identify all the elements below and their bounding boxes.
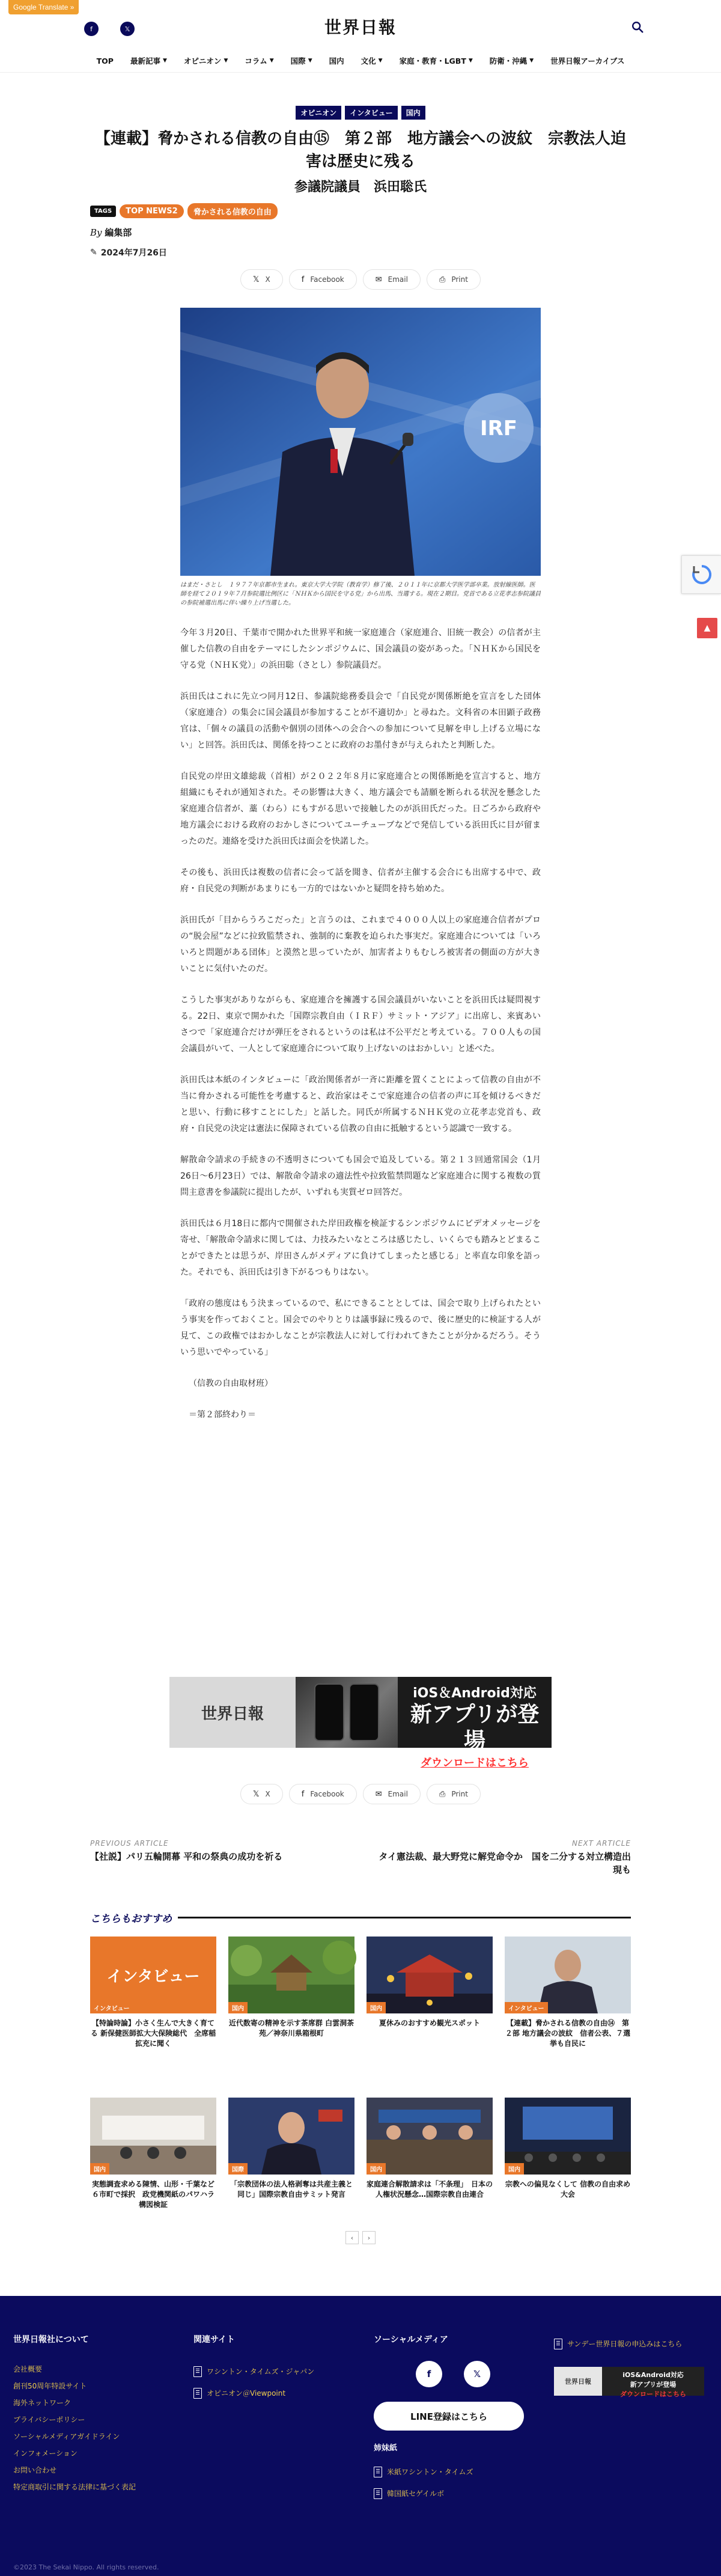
body-paragraph: 解散命令請求の手続きの不透明さについても国会で追及している。第２１３回通常国会（1月26日～6月23日）では、解散命令請求の適法性や拉致監禁問題など家庭連合に関する複数の質問主意書を参議院に提出したが、いずれも実質ゼロ回答だ。 — [180, 1155, 541, 1197]
footer-about-link[interactable]: 特定商取引に関する法律に基づく表記 — [13, 2483, 136, 2491]
chevron-down-icon: ▼ — [308, 58, 312, 64]
site-logo[interactable]: 世界日報 — [324, 17, 397, 37]
chevron-down-icon: ▼ — [378, 58, 383, 64]
nav-item-archives[interactable]: 世界日報アーカイブス — [550, 56, 625, 66]
category-pill[interactable]: インタビュー — [345, 106, 398, 120]
previous-label: PREVIOUS ARTICLE — [90, 1839, 169, 1848]
document-icon — [374, 2467, 382, 2477]
recommended-title[interactable]: 【連載】脅かされる信教の自由⑭ 第２部 地方議会の波紋 信者公表、７選挙も自民に — [505, 2019, 631, 2048]
nav-item-latest[interactable]: 最新記事 ▼ — [130, 56, 167, 66]
share-print-button[interactable]: ⎙ Print — [427, 1784, 481, 1804]
category-badge: インタビュー — [90, 2002, 133, 2013]
footer-related-column — [193, 2333, 368, 2404]
copyright: ©2023 The Sekai Nippo. All rights reserved. — [13, 2563, 159, 2571]
category-badge: 国内 — [367, 2002, 386, 2013]
share-email-button[interactable]: ✉ Email — [363, 1784, 421, 1804]
document-icon — [374, 2488, 382, 2499]
article-subtitle: 参議院議員 浜田聡氏 — [294, 180, 427, 195]
next-label: NEXT ARTICLE — [572, 1839, 631, 1848]
recommended-card[interactable] — [228, 2098, 354, 2210]
footer-related-link[interactable]: オピニオン＠Viewpoint — [193, 2382, 368, 2404]
next-title[interactable]: タイ憲法裁、最大野党に解党命令か 国を二分する対立構造出現も — [379, 1851, 631, 1875]
prev-next-nav — [90, 1839, 631, 1876]
phone-icon — [349, 1683, 379, 1741]
search-icon[interactable] — [631, 20, 644, 34]
recommended-thumbnail[interactable] — [505, 1937, 631, 2013]
previous-article[interactable] — [90, 1839, 342, 1876]
body-paragraph: 「政府の態度はもう決まっているので、私にできることとしては、国会で取り上げられたという事実を作っておくこと。国会でのやりとりは議事録に残るので、後に歴史的に検証する人が見て、この政権ではおかしなことが宗教法人に対して行われてきたことが分かるだろう。そういう思いでやっている」 — [180, 1299, 541, 1357]
banner-line2: 新アプリが登場 — [410, 1702, 540, 1753]
recommended-thumbnail[interactable] — [367, 2098, 493, 2175]
site-footer — [0, 2296, 721, 2576]
recommended-card[interactable] — [505, 1937, 631, 2049]
phone-icon — [314, 1683, 344, 1741]
recommended-title[interactable]: 【特論時論】小さく生んで大きく育てる 新保健医師拡大大保険総代 全席稲拡充に聞く — [90, 2019, 216, 2048]
footer-about-link[interactable]: お問い合わせ — [13, 2466, 57, 2474]
footer-about-link[interactable]: プライバシーポリシー — [13, 2416, 85, 2424]
nav-item-top[interactable]: TOP — [96, 56, 114, 66]
chevron-up-icon: ▲ — [704, 623, 711, 633]
tag-pill[interactable]: TOP NEWS2 — [120, 204, 183, 218]
category-badge: インタビュー — [505, 2002, 548, 2013]
x-icon: 𝕏 — [253, 1789, 260, 1799]
body-paragraph: その後も、浜田氏は複数の信者に会って話を聞き、信者が主催する会合にも出席する中で、政府・自民党の判断があまりにも一方的ではないかと疑問を持ち始めた。 — [180, 868, 541, 894]
footer-about-links — [13, 2361, 193, 2495]
footer-related-link[interactable]: ワシントン・タイムズ・ジャパン — [193, 2361, 368, 2382]
share-x-button[interactable]: 𝕏 X — [240, 269, 283, 290]
recommended-pager — [0, 2231, 721, 2244]
publish-date-text: 2024年7月26日 — [100, 248, 167, 258]
back-to-top-button[interactable] — [697, 618, 717, 638]
recommended-title[interactable]: 近代数寄の精神を示す茶席群 白雲洞茶苑／神奈川県箱根町 — [228, 2019, 354, 2037]
nav-item-international[interactable]: 国際 ▼ — [290, 56, 312, 66]
recommended-card[interactable] — [228, 1937, 354, 2049]
share-print-button[interactable]: ⎙ Print — [427, 269, 481, 290]
recommended-title[interactable]: 「宗教団体の法人格剥奪は共産主義と同じ」国際宗教自由サミット発言 — [230, 2180, 353, 2199]
nav-item-family[interactable]: 家庭・教育・LGBT ▼ — [399, 56, 473, 66]
recommended-grid — [90, 1937, 631, 2049]
footer-about-link[interactable]: 創刊50周年特設サイト — [13, 2382, 87, 2390]
category-badge: 国内 — [505, 2163, 524, 2175]
recommended-title[interactable]: 宗教への偏見なくして 信教の自由求め大会 — [505, 2180, 631, 2199]
footer-sister-link[interactable]: 米紙ワシントン・タイムズ — [374, 2461, 554, 2483]
recommended-card[interactable] — [90, 2098, 216, 2210]
line-register-button[interactable]: LINE登録はこちら — [374, 2402, 524, 2431]
app-banner[interactable] — [169, 1677, 552, 1769]
footer-subscribe-column — [554, 2333, 710, 2396]
recommended-thumbnail[interactable] — [90, 1937, 216, 2013]
tags-label: TAGS — [90, 206, 116, 217]
footer-banner-text: iOS&Android対応 新アプリが登場 ダウンロードはこちら — [602, 2367, 704, 2396]
x-icon[interactable]: 𝕏 — [464, 2361, 490, 2387]
footer-social-icons — [416, 2361, 554, 2387]
share-facebook-button[interactable]: f Facebook — [289, 269, 357, 290]
category-pill[interactable]: オピニオン — [296, 106, 341, 120]
footer-related-heading: 関連サイト — [193, 2335, 236, 2345]
nav-item-culture[interactable]: 文化 ▼ — [360, 56, 383, 66]
share-x-button[interactable]: 𝕏 X — [240, 1784, 283, 1804]
nav-item-opinion[interactable]: オピニオン ▼ — [183, 56, 228, 66]
heading-rule — [178, 1917, 631, 1918]
facebook-icon: f — [301, 1789, 305, 1799]
pager-next-button[interactable]: › — [362, 2231, 376, 2244]
category-badge: 国内 — [367, 2163, 386, 2175]
recaptcha-icon — [691, 564, 713, 585]
chevron-down-icon: ▼ — [529, 58, 534, 64]
footer-about-link[interactable]: 海外ネットワーク — [13, 2399, 71, 2407]
footer-about-link[interactable]: 会社概要 — [13, 2365, 43, 2373]
previous-title[interactable]: 【社説】パリ五輪開幕 平和の祭典の成功を祈る — [90, 1851, 283, 1862]
footer-sister-heading: 姉妹紙 — [374, 2444, 398, 2453]
footer-app-banner[interactable] — [554, 2367, 704, 2396]
recommended-thumbnail[interactable] — [228, 2098, 354, 2175]
document-icon — [193, 2388, 202, 2399]
pencil-icon: ✎ — [90, 248, 97, 257]
body-paragraph: 今年３月20日、千葉市で開かれた世界平和統一家庭連合（家庭連合、旧統一教会）の信者が主催した信教の自由をテーマにしたシンポジウムに、国会議員の姿があった。「ＮＨＫから国民を守る党（ＮＨＫ党）」の浜田聡（さとし）参院議員だ。 — [180, 628, 541, 670]
nav-divider — [0, 72, 721, 73]
banner-download-link[interactable]: ダウンロードはこちら — [421, 1757, 529, 1769]
next-article[interactable] — [379, 1839, 631, 1876]
category-badge: 国内 — [228, 2002, 248, 2013]
footer-banner-logo: 世界日報 — [554, 2367, 602, 2396]
body-paragraph: 浜田氏はこれに先立つ同月12日、参議院総務委員会で「自民党が関係断絶を宣言をした団体（家庭連合）の集会に国会議員が参加することが不適切か」と尋ねた。文科省の本田顕子政務官は、「個々の議員の活動や個別の団体への会合への参加について見解を申し上げる立場にない」と回答。浜田氏は、関係を持つことに政府のお墨付きが与えられたと判断した。 — [180, 692, 541, 750]
category-badge: 国内 — [90, 2163, 109, 2175]
recommended-card[interactable] — [90, 1937, 216, 2049]
body-paragraph: 浜田氏が「目からうろこだった」と言うのは、これまで４０００人以上の家庭連合信者がプロの“脱会屋”などに拉致監禁され、強制的に棄教を迫られた事実だ。家庭連合については「いろいろと問題がある団体」と漠然と思っていたが、加害者よりもむしろ被害者の側面の方が大きいことに気付いたのだ。 — [180, 915, 541, 974]
tag-pill[interactable]: 脅かされる信教の自由 — [187, 203, 278, 219]
document-icon — [193, 2366, 202, 2377]
facebook-icon: f — [301, 275, 305, 284]
nav-item-column[interactable]: コラム ▼ — [245, 56, 274, 66]
chevron-down-icon: ▼ — [468, 58, 473, 64]
byline-author[interactable]: 編集部 — [105, 227, 132, 238]
recommended-card[interactable] — [367, 1937, 493, 2049]
body-paragraph: こうした事実がありながらも、家庭連合を擁護する国会議員がいないことを浜田氏は疑問視する。22日、東京で開かれた「国際宗教自由（ＩＲＦ）サミット・アジア」に出席し、来賓あいさつで「家庭連合だけが弾圧をされるというのは私は不公平だと考えている。７００人もの国会議員がいて、一人として家庭連合について取り上げないのはおかしい」と述べた。 — [180, 995, 541, 1054]
x-icon[interactable]: 𝕏 — [120, 22, 135, 36]
share-email-button[interactable]: ✉ Email — [363, 269, 421, 290]
nav-item-domestic[interactable]: 国内 — [329, 56, 344, 66]
category-badge: 国際 — [228, 2163, 248, 2175]
pager-prev-button[interactable]: ‹ — [345, 2231, 359, 2244]
recommended-heading-text: こちらもおすすめ — [90, 1913, 172, 1925]
banner-text — [398, 1677, 552, 1769]
footer-social-heading: ソーシャルメディア — [374, 2335, 448, 2345]
category-pill[interactable]: 国内 — [401, 106, 425, 120]
photo-sign-text: IRF — [479, 417, 518, 441]
body-end-note: ＝第２部終わり＝ — [189, 1410, 256, 1420]
body-credit: （信教の自由取材班） — [189, 1379, 273, 1388]
nav-item-defense[interactable]: 防衛・沖縄 ▼ — [489, 56, 534, 66]
byline-prefix: By — [90, 227, 102, 238]
tag-list — [90, 203, 278, 219]
print-icon: ⎙ — [439, 275, 446, 284]
recommended-thumbnail[interactable] — [367, 1937, 493, 2013]
recommended-thumbnail[interactable] — [228, 1937, 354, 2013]
chevron-down-icon: ▼ — [163, 58, 167, 64]
category-list — [0, 106, 721, 120]
footer-about-link[interactable]: インフォメーション — [13, 2449, 78, 2458]
email-icon: ✉ — [375, 1789, 382, 1799]
share-bar-bottom — [0, 1784, 721, 1804]
share-bar-top — [0, 269, 721, 290]
email-icon: ✉ — [375, 275, 382, 284]
recommended-title[interactable]: 夏休みのおすすめ観光スポット — [379, 2019, 481, 2027]
x-icon: 𝕏 — [253, 275, 260, 284]
recommended-card[interactable] — [367, 2098, 493, 2210]
recommended-title[interactable]: 実態調査求める陳情、山形・千葉など６市町で採択 政党機関紙のパワハラ構図検証 — [91, 2180, 214, 2209]
sunday-subscribe-link[interactable]: サンデー世界日報の申込みはこちら — [554, 2333, 710, 2355]
publish-date — [90, 246, 167, 258]
facebook-icon[interactable]: f — [84, 22, 99, 36]
google-translate-badge[interactable]: Google Translate » — [8, 0, 79, 14]
body-paragraph: 自民党の岸田文雄総裁（首相）が２０２２年８月に家庭連合との関係断絶を宣言すると、地方組織にもそれが通知された。その影響は大きく、地方議会でも請願を断られる状況を懸念した家庭連合信者が、藁（わら）にもすがる思いで接触したのが浜田氏だった。日ごろから政府や地方議会における政府のおかしさについてユーチューブなどで発信している浜田氏に目が留まったのだ。連絡を受けた浜田氏は面会を快諾した。 — [180, 772, 541, 846]
recaptcha-badge[interactable] — [681, 555, 721, 594]
thumb-label: インタビュー — [106, 1967, 200, 1986]
print-icon: ⎙ — [439, 1789, 446, 1799]
recommended-title[interactable]: 家庭連合解散請求は「不条理」 日本の人権状況懸念…国際宗教自由連合 — [367, 2180, 493, 2199]
recommended-card[interactable] — [505, 2098, 631, 2210]
chevron-down-icon: ▼ — [269, 58, 274, 64]
recommended-grid — [90, 2098, 631, 2210]
footer-about-heading: 世界日報社について — [13, 2335, 89, 2345]
footer-about-column — [13, 2333, 193, 2495]
footer-social-column — [374, 2333, 554, 2504]
main-navigation — [0, 55, 721, 66]
footer-sister-link[interactable]: 韓国紙セゲイルボ — [374, 2483, 554, 2504]
banner-phones-image — [296, 1677, 398, 1748]
article-body — [180, 625, 541, 1438]
document-icon — [554, 2339, 562, 2349]
banner-line1: iOS＆Android対応 — [413, 1686, 537, 1701]
photo-caption: はまだ・さとし １９７７年京都市生まれ。東京大学大学院（教育学）修了後、２０１１年に京都大学医学部卒業。放射線医師。医師を経て２０１９年７月参院選比例区に「ＮＨＫから国民を守る党」から出馬、当選する。現在２期目。党首である立花孝志参院議員の参院補選出馬に伴い繰り上げ当選した。 — [180, 582, 541, 606]
facebook-icon[interactable]: f — [416, 2361, 442, 2387]
banner-logo: 世界日報 — [169, 1677, 296, 1748]
share-facebook-button[interactable]: f Facebook — [289, 1784, 357, 1804]
byline — [90, 226, 132, 239]
recommended-thumbnail[interactable] — [505, 2098, 631, 2175]
footer-about-link[interactable]: ソーシャルメディアガイドライン — [13, 2432, 120, 2441]
body-paragraph: 浜田氏は本紙のインタビューに「政治関係者が一斉に距離を置くことによって信教の自由が不当に脅かされる可能性を考慮すると、政治家はそこで家庭連合の信者の声に耳を傾けるべきだと思い、行動に移すことにした」と話した。同氏が所属するＮＨＫ党の立花孝志党首も、政府・自民党の決定は憲法に保障されている信教の自由に抵触するという認識で一致する。 — [180, 1075, 541, 1134]
body-paragraph: 浜田氏は６月18日に都内で開催された岸田政権を検証するシンポジウムにビデオメッセージを寄せ、「解散命令請求に関しては、力技みたいなところは感じたし、いくらでも踏みとどまることができたとは思うが、岸田さんがメディアに負けてしまったと感じる」と率直な印象を語った。それでも、浜田氏は引き下がるつもりはない。 — [180, 1219, 541, 1277]
recommended-heading — [90, 1910, 631, 1925]
recommended-thumbnail[interactable] — [90, 2098, 216, 2175]
article-photo — [180, 308, 541, 576]
article-title: 【連載】脅かされる信教の自由⑮ 第２部 地方議会への波紋 宗教法人迫害は歴史に残る — [94, 130, 626, 171]
chevron-down-icon: ▼ — [224, 58, 228, 64]
